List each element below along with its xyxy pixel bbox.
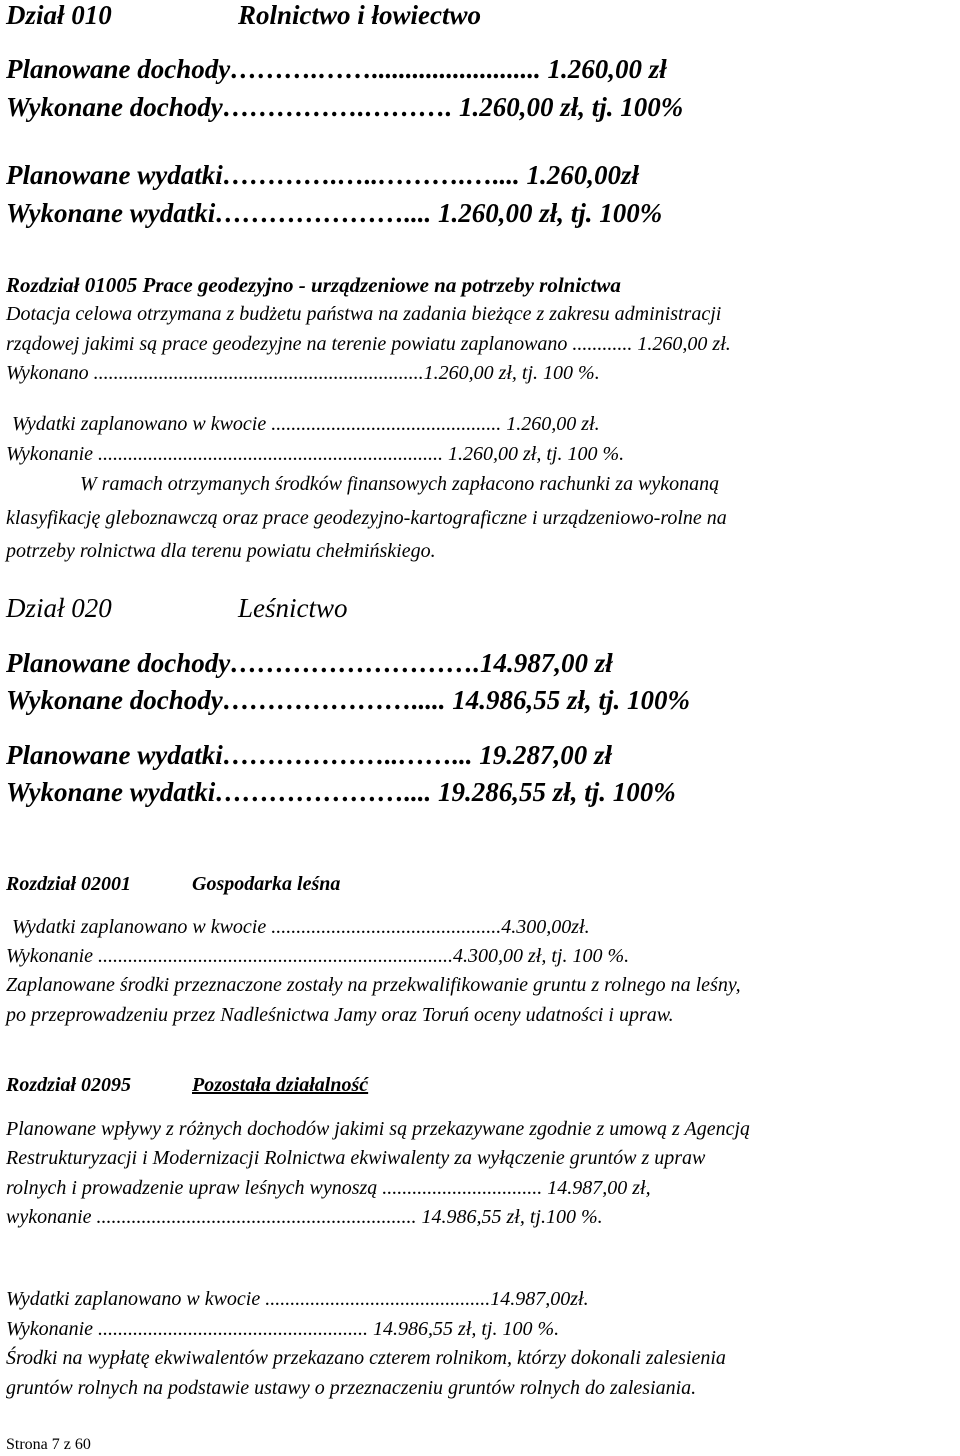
- r02095-line7: Środki na wypłatę ekwiwalentów przekazano czterem rolnikom, którzy dokonali zalesienia: [6, 1347, 726, 1369]
- r01005-para3: potrzeby rolnictwa dla terenu powiatu chełmińskiego.: [6, 540, 436, 562]
- planned-income-010: Planowane dochody……….……......................... 1.260,00 zł: [6, 54, 667, 84]
- rozdzial-02001-title: Gospodarka leśna: [192, 873, 341, 895]
- planned-expenses-020: Planowane wydatki………………..……... 19.287,00 zł: [6, 740, 613, 770]
- executed-income-010: Wykonane dochody…………….………. 1.260,00 zł, tj. 100%: [6, 92, 684, 122]
- rozdzial-02095-code: Rozdział 02095: [6, 1074, 132, 1096]
- rozdzial-01005-heading: Rozdział 01005 Prace geodezyjno - urządzeniowe na potrzeby rolnictwa: [6, 273, 621, 297]
- r02001-line3: Zaplanowane środki przeznaczone zostały na przekwalifikowanie gruntu z rolnego na leśny,: [6, 974, 741, 996]
- r02095-line5: Wydatki zaplanowano w kwocie .............................................14.987,00zł.: [6, 1288, 589, 1310]
- r02095-line8: gruntów rolnych na podstawie ustawy o przeznaczeniu gruntów rolnych do zalesiania.: [6, 1377, 697, 1399]
- r01005-line2: rządowej jakimi są prace geodezyjne na terenie powiatu zaplanowano ............ 1.260,00 zł.: [6, 333, 731, 355]
- section-020-title: Leśnictwo: [238, 593, 348, 623]
- section-010-title: Rolnictwo i łowiectwo: [238, 0, 482, 30]
- rozdzial-02001-code: Rozdział 02001: [6, 873, 132, 895]
- r02095-line4: wykonanie ................................................................ 14.986,55 zł, tj.100 %.: [6, 1206, 603, 1228]
- r01005-line5: Wykonanie ..................................................................... 1.260,00 zł, tj. 100 %.: [6, 443, 625, 465]
- r01005-line4: Wydatki zaplanowano w kwocie .............................................. 1.260,00 zł.: [12, 413, 600, 435]
- r02095-line6: Wykonanie ...................................................... 14.986,55 zł, tj. 100 %.: [6, 1318, 560, 1340]
- planned-income-020: Planowane dochody……………………….14.987,00 zł: [6, 648, 613, 678]
- section-020-code: Dział 020: [6, 593, 112, 623]
- r01005-line3: Wykonano ..................................................................1.260,00 zł, tj. 100 %.: [6, 362, 600, 384]
- planned-expenses-010: Planowane wydatki………….…..……….….... 1.260,00zł: [6, 160, 640, 190]
- r02001-line1: Wydatki zaplanowano w kwocie ..............................................4.300,00zł.: [12, 916, 590, 938]
- r01005-line1: Dotacja celowa otrzymana z budżetu państwa na zadania bieżące z zakresu administracji: [6, 303, 722, 325]
- executed-expenses-020: Wykonane wydatki………………….... 19.286,55 zł, tj. 100%: [6, 777, 676, 807]
- page-number: Strona 7 z 60: [6, 1436, 91, 1453]
- r01005-para1: W ramach otrzymanych środków finansowych zapłacono rachunki za wykonaną: [80, 473, 720, 495]
- executed-income-020: Wykonane dochody…………………..... 14.986,55 zł, tj. 100%: [6, 685, 691, 715]
- r02095-line2: Restrukturyzacji i Modernizacji Rolnictwa ekwiwalenty za wyłączenie gruntów z upraw: [6, 1147, 706, 1169]
- r02095-line1: Planowane wpływy z różnych dochodów jakimi są przekazywane zgodnie z umową z Agencją: [6, 1118, 751, 1140]
- r01005-para2: klasyfikację gleboznawczą oraz prace geodezyjno-kartograficzne i urządzeniowo-rolne na: [6, 507, 727, 529]
- section-010-code: Dział 010: [6, 0, 112, 30]
- r02001-line2: Wykonanie .......................................................................4.300,00 zł, tj. 100 %.: [6, 945, 630, 967]
- r02095-line3: rolnych i prowadzenie upraw leśnych wynoszą ................................ 14.987,00 zł,: [6, 1177, 651, 1199]
- executed-expenses-010: Wykonane wydatki………………….... 1.260,00 zł, tj. 100%: [6, 198, 663, 228]
- r02001-line4: po przeprowadzeniu przez Nadleśnictwa Jamy oraz Toruń oceny udatności i upraw.: [6, 1004, 674, 1026]
- rozdzial-02095-title: Pozostała działalność: [192, 1074, 369, 1096]
